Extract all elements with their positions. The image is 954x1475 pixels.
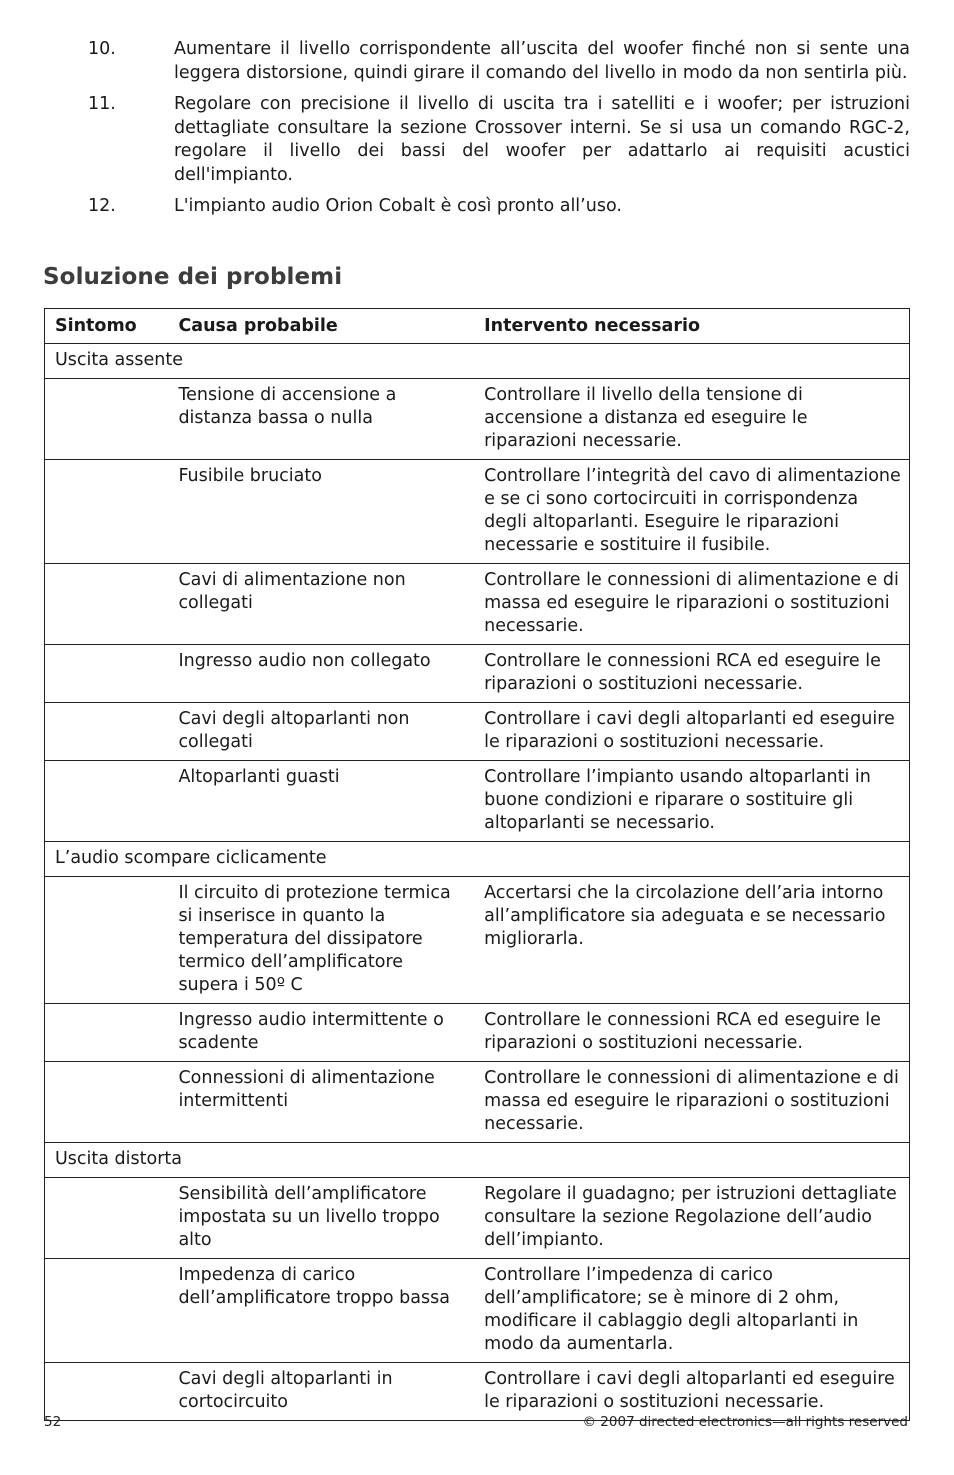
symptom-label: L’audio scompare ciclicamente [45, 842, 910, 877]
action-cell: Regolare il guadagno; per istruzioni dettagliate consultare la sezione Regolazione dell’audio dell’impianto. [474, 1178, 909, 1259]
section-title: Soluzione dei problemi [43, 264, 343, 290]
step-item [88, 195, 910, 219]
action-cell: Controllare le connessioni di alimentazione e di massa ed eseguire le riparazioni o sostituzioni necessarie. [474, 1062, 909, 1143]
cause-cell: Cavi degli altoparlanti non collegati [168, 703, 474, 761]
header-symptom: Sintomo [45, 309, 169, 344]
page-number: 52 [44, 1414, 62, 1430]
table-row [45, 877, 910, 1004]
cause-cell: Impedenza di carico dell’amplificatore troppo bassa [168, 1259, 474, 1363]
table-row [45, 1178, 910, 1259]
table-row [45, 1259, 910, 1363]
table-row [45, 1062, 910, 1143]
table-row [45, 645, 910, 703]
cause-cell: Fusibile bruciato [168, 460, 474, 564]
symptom-label: Uscita distorta [45, 1143, 910, 1178]
empty-cell [45, 645, 169, 703]
troubleshooting-table [44, 308, 910, 1421]
header-action: Intervento necessario [474, 309, 909, 344]
empty-cell [45, 703, 169, 761]
copyright-notice: © 2007 directed electronics—all rights reserved [582, 1414, 908, 1430]
action-cell: Controllare l’impianto usando altoparlanti in buone condizioni e riparare o sostituire gli altoparlanti se necessario. [474, 761, 909, 842]
step-number: 10. [88, 39, 116, 59]
table-row [45, 703, 910, 761]
action-cell: Accertarsi che la circolazione dell’aria intorno all’amplificatore sia adeguata e se necessario migliorarla. [474, 877, 909, 1004]
empty-cell [45, 877, 169, 1004]
table-row [45, 1004, 910, 1062]
table-header-row [45, 309, 910, 344]
action-cell: Controllare i cavi degli altoparlanti ed eseguire le riparazioni o sostituzioni necessarie. [474, 1363, 909, 1421]
cause-cell: Ingresso audio intermittente o scadente [168, 1004, 474, 1062]
action-cell: Controllare le connessioni RCA ed eseguire le riparazioni o sostituzioni necessarie. [474, 1004, 909, 1062]
action-cell: Controllare le connessioni di alimentazione e di massa ed eseguire le riparazioni o sostituzioni necessarie. [474, 564, 909, 645]
cause-cell: Connessioni di alimentazione intermittenti [168, 1062, 474, 1143]
step-text: Aumentare il livello corrispondente all’uscita del woofer finché non si sente una leggera distorsione, quindi girare il comando del livello in modo da non sentirla più. [174, 39, 910, 83]
step-number: 11. [88, 94, 116, 114]
symptom-group-row [45, 1143, 910, 1178]
table-row [45, 564, 910, 645]
empty-cell [45, 564, 169, 645]
empty-cell [45, 460, 169, 564]
empty-cell [45, 761, 169, 842]
cause-cell: Sensibilità dell’amplificatore impostata su un livello troppo alto [168, 1178, 474, 1259]
cause-cell: Il circuito di protezione termica si inserisce in quanto la temperatura del dissipatore termico dell’amplificatore supera i 50º C [168, 877, 474, 1004]
cause-cell: Cavi di alimentazione non collegati [168, 564, 474, 645]
table-row [45, 1363, 910, 1421]
empty-cell [45, 1178, 169, 1259]
action-cell: Controllare l’impedenza di carico dell’amplificatore; se è minore di 2 ohm, modificare il cablaggio degli altoparlanti in modo da aumentarla. [474, 1259, 909, 1363]
step-text: Regolare con precisione il livello di uscita tra i satelliti e i woofer; per istruzioni dettagliate consultare la sezione Crossover interni. Se si usa un comando RGC-2, regolare il livello dei bassi del woofer per adattarlo ai requisiti acustici dell'impianto. [174, 94, 910, 185]
table-row [45, 379, 910, 460]
empty-cell [45, 1004, 169, 1062]
step-item [88, 38, 910, 85]
cause-cell: Tensione di accensione a distanza bassa o nulla [168, 379, 474, 460]
empty-cell [45, 1259, 169, 1363]
table-row [45, 761, 910, 842]
action-cell: Controllare il livello della tensione di accensione a distanza ed eseguire le riparazioni necessarie. [474, 379, 909, 460]
table-row [45, 460, 910, 564]
step-text: L'impianto audio Orion Cobalt è così pronto all’uso. [174, 196, 622, 216]
step-number: 12. [88, 196, 116, 216]
empty-cell [45, 1062, 169, 1143]
cause-cell: Altoparlanti guasti [168, 761, 474, 842]
action-cell: Controllare l’integrità del cavo di alimentazione e se ci sono cortocircuiti in corrispondenza degli altoparlanti. Eseguire le riparazioni necessarie e sostituire il fusibile. [474, 460, 909, 564]
empty-cell [45, 379, 169, 460]
step-item [88, 93, 910, 187]
header-cause: Causa probabile [168, 309, 474, 344]
cause-cell: Ingresso audio non collegato [168, 645, 474, 703]
action-cell: Controllare le connessioni RCA ed eseguire le riparazioni o sostituzioni necessarie. [474, 645, 909, 703]
action-cell: Controllare i cavi degli altoparlanti ed eseguire le riparazioni o sostituzioni necessarie. [474, 703, 909, 761]
cause-cell: Cavi degli altoparlanti in cortocircuito [168, 1363, 474, 1421]
symptom-label: Uscita assente [45, 344, 910, 379]
symptom-group-row [45, 344, 910, 379]
setup-steps-list [88, 38, 910, 227]
empty-cell [45, 1363, 169, 1421]
symptom-group-row [45, 842, 910, 877]
